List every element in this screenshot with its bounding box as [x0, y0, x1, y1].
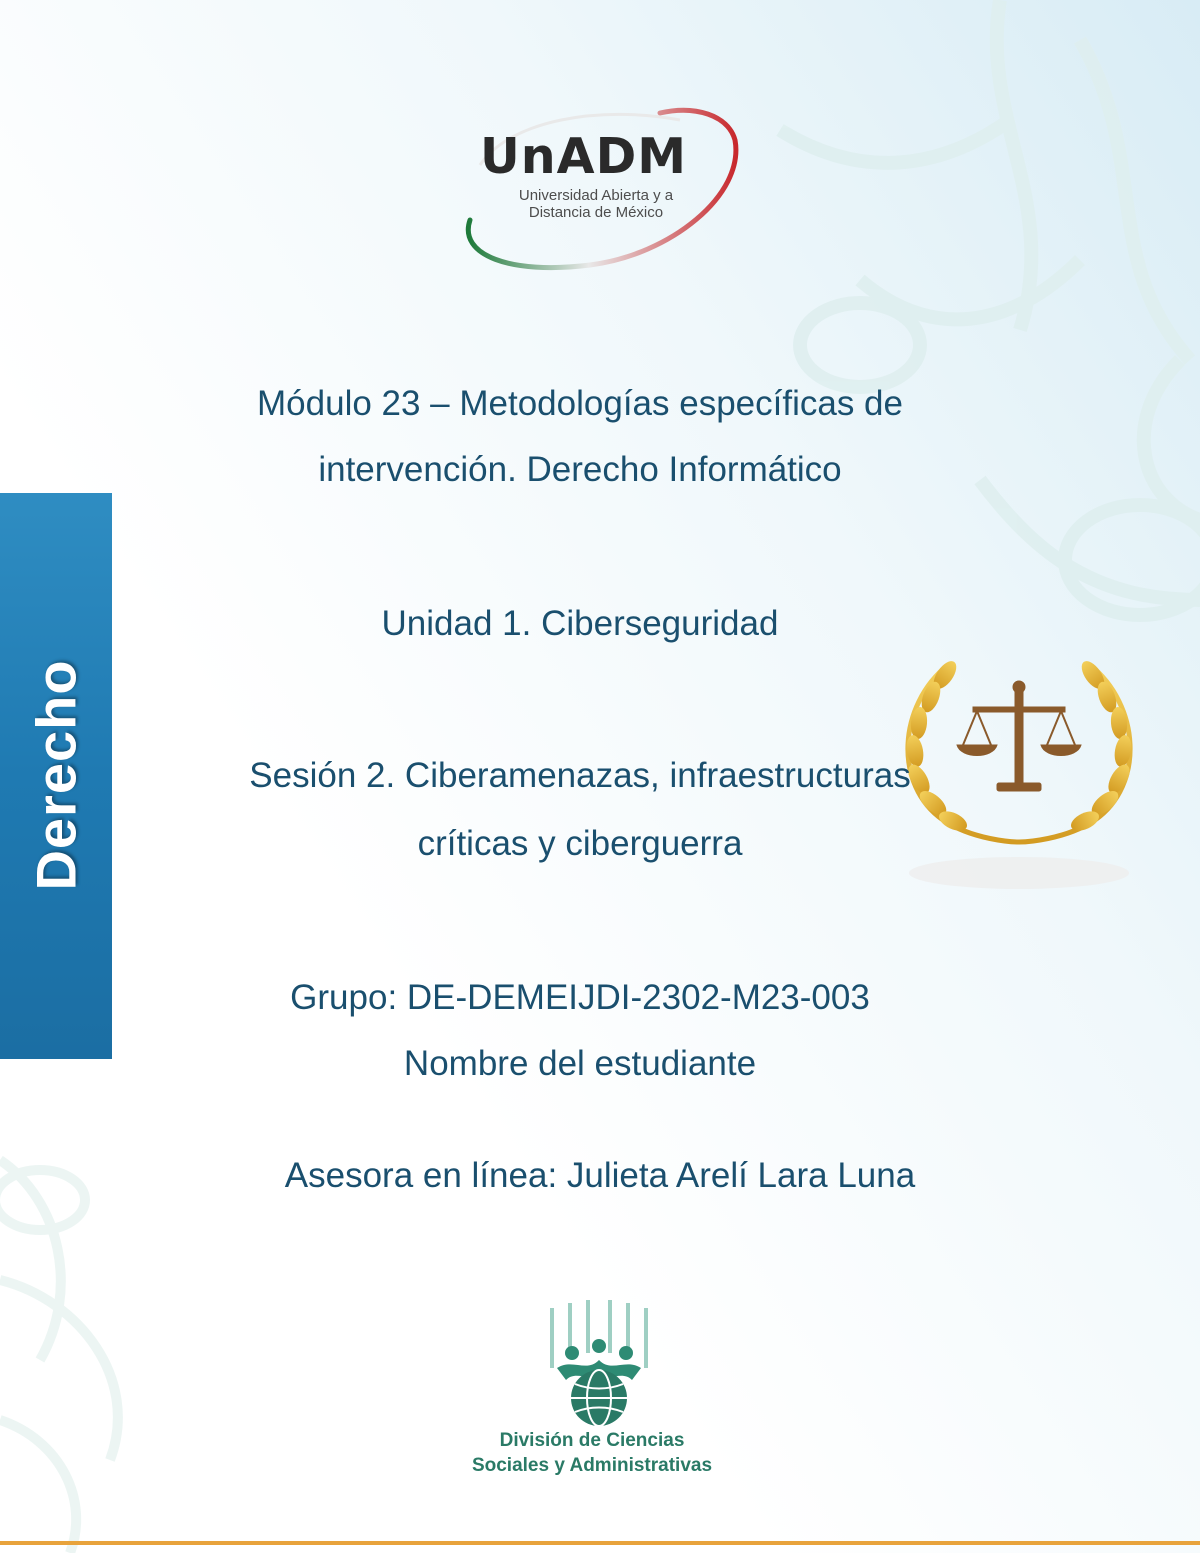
section-tab-label: Derecho: [24, 659, 88, 891]
unadm-subtitle-line1: Universidad Abierta y a: [518, 187, 674, 204]
division-name-line1: División de Ciencias: [499, 1430, 685, 1451]
session-title-line2: críticas y ciberguerra: [417, 824, 743, 863]
division-name-line2: Sociales y Administrativas: [471, 1455, 713, 1476]
footer-rule: [0, 1541, 1200, 1545]
division-name: [432, 1428, 752, 1478]
unadm-wordmark: UnADM: [480, 128, 688, 185]
unadm-subtitle: [496, 187, 696, 221]
module-title-line2: intervención. Derecho Informático: [318, 450, 842, 489]
unit-title: Unidad 1. Ciberseguridad: [381, 604, 779, 643]
division-emblem-icon: [532, 1298, 666, 1430]
group-code: Grupo: DE-DEMEIJDI-2302-M23-003: [290, 978, 870, 1017]
module-title-line1: Módulo 23 – Metodologías específicas de: [257, 384, 903, 423]
unadm-subtitle-line2: Distancia de México: [528, 204, 664, 221]
session-title-line1: Sesión 2. Ciberamenazas, infraestructuras: [249, 756, 911, 795]
student-name: Nombre del estudiante: [403, 1044, 757, 1083]
advisor-name: Asesora en línea: Julieta Arelí Lara Luna: [284, 1156, 916, 1195]
